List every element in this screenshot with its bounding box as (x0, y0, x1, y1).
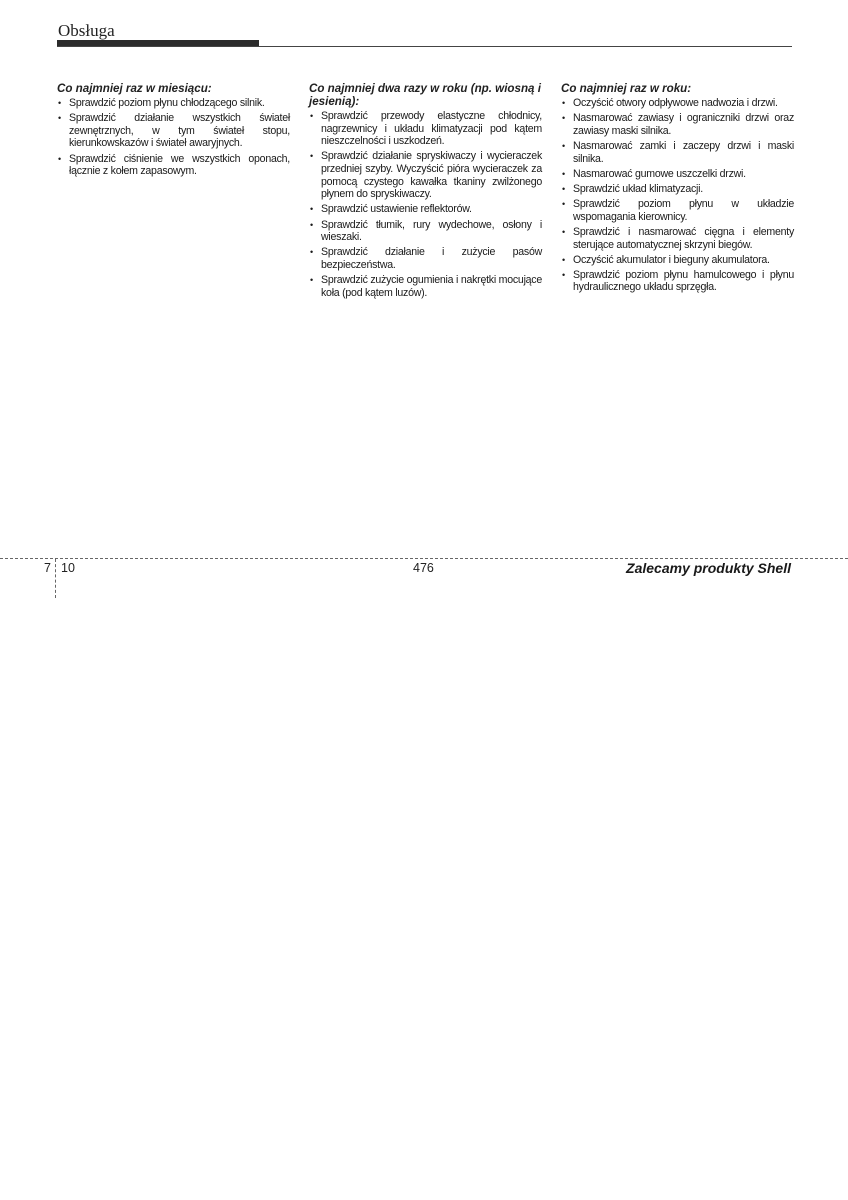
column-heading: Co najmniej raz w roku: (561, 82, 692, 95)
column-yearly (561, 82, 794, 297)
list-item-text: Sprawdzić układ klimatyzacji. (573, 182, 703, 195)
list-item-text: Sprawdzić działanie spryskiwaczy i wycieraczek przedniej szyby. Wyczyścić pióra wycieraczek za pomocą czystego kawałka tkaniny zwilżonego płynem do spryskiwaczy. (321, 150, 542, 201)
list-item-text: Sprawdzić ustawienie reflektorów. (321, 203, 472, 216)
footer-dashed-rule (0, 558, 848, 559)
bullet-icon: • (562, 199, 565, 210)
list-item (309, 110, 542, 148)
list-item-text: Sprawdzić tłumik, rury wydechowe, osłony i wieszaki. (321, 218, 542, 244)
page-number: 10 (61, 561, 75, 575)
list-item-text: Nasmarować gumowe uszczelki drzwi. (573, 167, 746, 180)
bullet-icon: • (562, 168, 565, 179)
list-item-text: Sprawdzić poziom płynu chłodzącego silnik. (69, 97, 265, 109)
bullet-icon: • (562, 226, 565, 237)
list-item (561, 168, 794, 181)
maintenance-list (309, 110, 542, 299)
column-monthly (57, 82, 290, 180)
list-item-text: Nasmarować zawiasy i ograniczniki drzwi oraz zawiasy maski silnika. (573, 112, 794, 137)
list-item-text: Sprawdzić poziom płynu hamulcowego i płynu hydraulicznego układu sprzęgła. (573, 268, 794, 294)
sheet-number: 476 (413, 561, 434, 575)
column-heading: Co najmniej raz w miesiącu: (57, 82, 212, 95)
list-item (57, 97, 290, 110)
list-item (561, 254, 794, 267)
list-item-text: Oczyścić otwory odpływowe nadwozia i drzwi. (573, 97, 778, 109)
list-item (57, 153, 290, 178)
list-item-text: Sprawdzić ciśnienie we wszystkich oponach, łącznie z kołem zapasowym. (69, 152, 290, 178)
list-item (309, 246, 542, 271)
list-item (561, 97, 794, 110)
footer-vertical-dashed-rule (55, 559, 56, 598)
bullet-icon: • (310, 204, 313, 215)
list-item-text: Sprawdzić działanie i zużycie pasów bezpieczeństwa. (321, 246, 542, 271)
bullet-icon: • (562, 269, 565, 280)
bullet-icon: • (310, 151, 313, 162)
list-item (561, 183, 794, 196)
list-item-text: Oczyścić akumulator i bieguny akumulatora. (573, 253, 770, 266)
list-item-text: Sprawdzić przewody elastyczne chłodnicy, nagrzewnicy i układu klimatyzacji pod kątem nieszczelności i uszkodzeń. (321, 110, 542, 148)
list-item (561, 112, 794, 137)
bullet-icon: • (562, 183, 565, 194)
bullet-icon: • (562, 98, 565, 108)
list-item (561, 226, 794, 251)
bullet-icon: • (562, 113, 565, 124)
column-twice-yearly (309, 82, 542, 302)
list-item (309, 203, 542, 216)
bullet-icon: • (58, 113, 61, 124)
maintenance-list (57, 97, 290, 178)
list-item-text: Sprawdzić działanie wszystkich świateł zewnętrznych, w tym świateł stopu, kierunkowskazów i świateł awaryjnych. (69, 112, 290, 150)
bullet-icon: • (310, 111, 313, 121)
list-item-text: Sprawdzić i nasmarować cięgna i elementy sterujące automatycznej skrzyni biegów. (573, 225, 794, 251)
list-item-text: Nasmarować zamki i zaczepy drzwi i maski silnika. (573, 139, 794, 165)
bullet-icon: • (562, 254, 565, 265)
header-thin-rule (57, 46, 792, 47)
list-item (561, 269, 794, 294)
column-heading: Co najmniej dwa razy w roku (np. wiosną i jesienią): (309, 82, 541, 108)
bullet-icon: • (310, 219, 313, 230)
bullet-icon: • (310, 275, 313, 286)
list-item (561, 140, 794, 165)
bullet-icon: • (562, 140, 565, 151)
list-item (309, 219, 542, 244)
maintenance-list (561, 97, 794, 294)
list-item-text: Sprawdzić poziom płynu w układzie wspomagania kierownicy. (573, 198, 794, 223)
bullet-icon: • (58, 98, 61, 108)
list-item (561, 198, 794, 223)
list-item (309, 150, 542, 200)
list-item-text: Sprawdzić zużycie ogumienia i nakrętki mocujące koła (pod kątem luzów). (321, 274, 542, 299)
bullet-icon: • (310, 247, 313, 258)
section-title: Obsługa (58, 21, 115, 40)
chapter-number: 7 (44, 561, 51, 575)
list-item (57, 112, 290, 150)
footer-promo-text: Zalecamy produkty Shell (626, 560, 791, 576)
list-item (309, 274, 542, 299)
bullet-icon: • (58, 153, 61, 164)
